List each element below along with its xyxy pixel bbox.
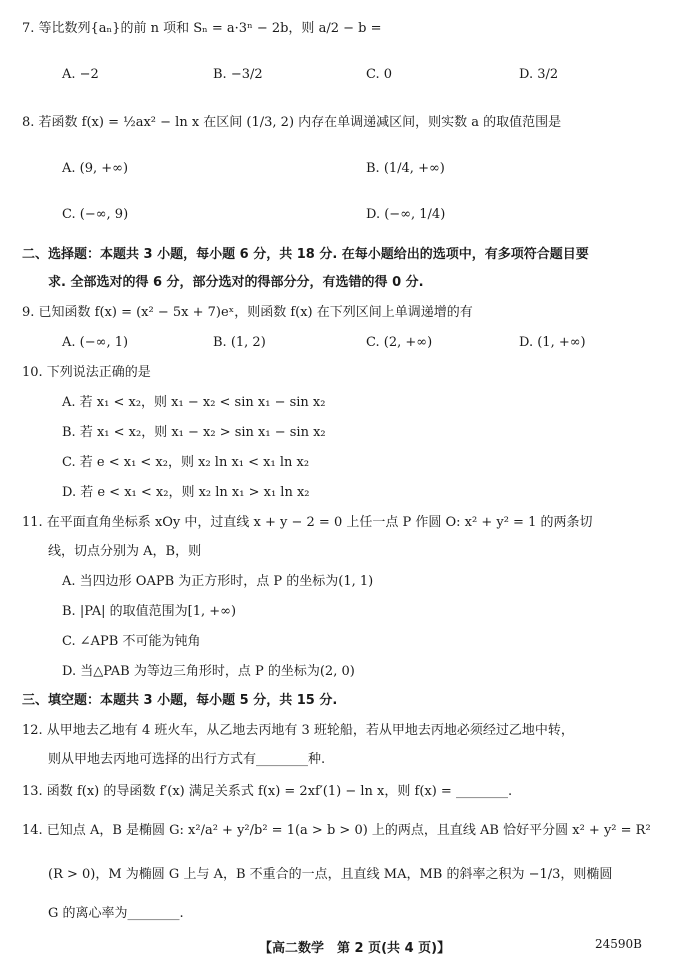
section-3-heading: 三、填空题：本题共 3 小题，每小题 5 分，共 15 分. (22, 693, 338, 708)
question-9-stem: 9. 已知函数 f(x) = (x² − 5x + 7)eˣ，则函数 f(x) 在下列区间上单调递增的有 (22, 305, 473, 320)
question-9-option-a: A. (−∞, 1) (62, 335, 129, 350)
question-10-option-c: C. 若 e < x₁ < x₂，则 x₂ ln x₁ < x₁ ln x₂ (62, 455, 310, 470)
question-8-option-a: A. (9, +∞) (62, 161, 129, 176)
question-8-option-b: B. (1/4, +∞) (366, 161, 445, 176)
question-9-option-c: C. (2, +∞) (366, 335, 433, 350)
question-11-option-b: B. |PA| 的取值范围为[1, +∞) (62, 604, 237, 619)
question-10-stem: 10. 下列说法正确的是 (22, 365, 151, 380)
question-12-line-1: 12. 从甲地去乙地有 4 班火车，从乙地去丙地有 3 班轮船，若从甲地去丙地必须经过乙地中转， (22, 723, 574, 738)
question-10-option-a: A. 若 x₁ < x₂，则 x₁ − x₂ < sin x₁ − sin x₂ (62, 395, 326, 410)
question-7-stem: 7. 等比数列{aₙ}的前 n 项和 Sₙ = a·3ⁿ − 2b，则 a/2 − b = (22, 21, 382, 36)
question-13-line: 13. 函数 f(x) 的导函数 f′(x) 满足关系式 f(x) = 2xf′(1) − ln x，则 f(x) = ________. (22, 784, 513, 799)
question-8-stem: 8. 若函数 f(x) = ½ax² − ln x 在区间 (1/3, 2) 内存在单调递减区间，则实数 a 的取值范围是 (22, 115, 562, 130)
question-12-line-2: 则从甲地去丙地可选择的出行方式有________种. (48, 752, 326, 767)
question-11-option-c: C. ∠APB 不可能为钝角 (62, 634, 201, 649)
question-7-option-d: D. 3/2 (519, 67, 559, 82)
question-11-stem-line-2: 线，切点分别为 A，B，则 (48, 544, 202, 559)
question-7-option-a: A. −2 (62, 67, 99, 82)
question-11-stem-line-1: 11. 在平面直角坐标系 xOy 中，过直线 x + y − 2 = 0 上任一点 P 作圆 O: x² + y² = 1 的两条切 (22, 515, 593, 530)
question-14-line-1: 14. 已知点 A，B 是椭圆 G: x²/a² + y²/b² = 1(a > b > 0) 上的两点，且直线 AB 恰好平分圆 x² + y² = R² (22, 823, 651, 838)
page-footer-title: 【高二数学 第 2 页(共 4 页)】 (259, 941, 451, 956)
question-7-option-c: C. 0 (366, 67, 393, 82)
question-11-option-d: D. 当△PAB 为等边三角形时，点 P 的坐标为(2, 0) (62, 664, 355, 679)
question-9-option-b: B. (1, 2) (213, 335, 266, 350)
section-2-heading-line-2: 求. 全部选对的得 6 分，部分选对的得部分分，有选错的得 0 分. (48, 275, 424, 290)
question-14-line-2: (R > 0)，M 为椭圆 G 上与 A，B 不重合的一点，且直线 MA，MB 的斜率之积为 −1/3，则椭圆 (48, 867, 613, 882)
question-8-option-c: C. (−∞, 9) (62, 207, 129, 222)
section-2-heading-line-1: 二、选择题：本题共 3 小题，每小题 6 分，共 18 分. 在每小题给出的选项中，有多项符合题目要 (22, 247, 589, 262)
question-10-option-d: D. 若 e < x₁ < x₂，则 x₂ ln x₁ > x₁ ln x₂ (62, 485, 310, 500)
question-7-option-b: B. −3/2 (213, 67, 263, 82)
question-10-option-b: B. 若 x₁ < x₂，则 x₁ − x₂ > sin x₁ − sin x₂ (62, 425, 326, 440)
question-14-line-3: G 的离心率为________. (48, 906, 184, 921)
question-8-option-d: D. (−∞, 1/4) (366, 207, 446, 222)
question-11-option-a: A. 当四边形 OAPB 为正方形时，点 P 的坐标为(1, 1) (62, 574, 374, 589)
page-footer-code: 24590B (595, 937, 642, 951)
question-9-option-d: D. (1, +∞) (519, 335, 586, 350)
